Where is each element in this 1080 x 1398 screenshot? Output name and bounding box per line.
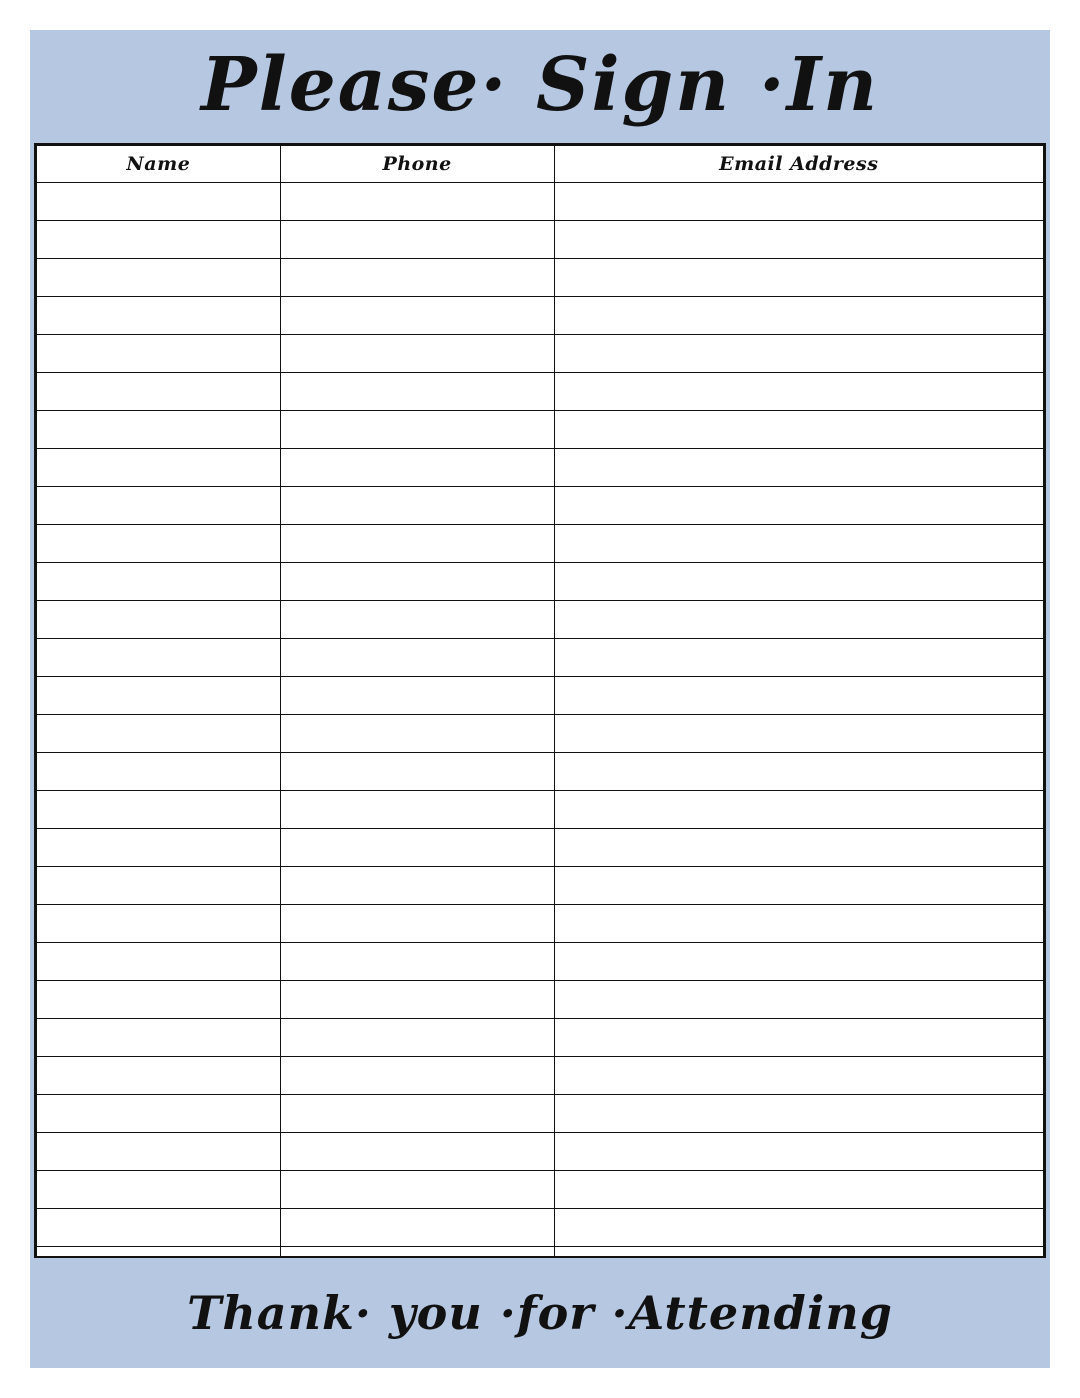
table-row — [37, 791, 1044, 829]
cell-name[interactable] — [37, 791, 281, 829]
cell-name[interactable] — [37, 1019, 281, 1057]
footer-message: Thank· you ·for ·Attending — [187, 1286, 893, 1340]
cell-name[interactable] — [37, 601, 281, 639]
table-row — [37, 525, 1044, 563]
cell-email[interactable] — [554, 1095, 1043, 1133]
cell-name[interactable] — [37, 563, 281, 601]
cell-phone[interactable] — [280, 1019, 554, 1057]
table-row — [37, 943, 1044, 981]
table-header — [37, 146, 1044, 183]
cell-phone[interactable] — [280, 525, 554, 563]
cell-phone[interactable] — [280, 335, 554, 373]
cell-name[interactable] — [37, 297, 281, 335]
table-row — [37, 905, 1044, 943]
cell-email[interactable] — [554, 981, 1043, 1019]
cell-email[interactable] — [554, 1057, 1043, 1095]
column-header-name: Name — [37, 146, 281, 183]
cell-email[interactable] — [554, 791, 1043, 829]
cell-email[interactable] — [554, 867, 1043, 905]
cell-phone[interactable] — [280, 1209, 554, 1247]
cell-email[interactable] — [554, 221, 1043, 259]
page-title: Please· Sign ·In — [200, 42, 880, 128]
column-header-email: Email Address — [554, 146, 1043, 183]
cell-email[interactable] — [554, 943, 1043, 981]
cell-email[interactable] — [554, 411, 1043, 449]
cell-email[interactable] — [554, 905, 1043, 943]
table-row — [37, 829, 1044, 867]
cell-phone[interactable] — [280, 601, 554, 639]
table-row — [37, 563, 1044, 601]
cell-name[interactable] — [37, 335, 281, 373]
cell-name[interactable] — [37, 411, 281, 449]
cell-name[interactable] — [37, 829, 281, 867]
title-band — [30, 30, 1050, 140]
table-row — [37, 221, 1044, 259]
cell-phone[interactable] — [280, 867, 554, 905]
cell-phone[interactable] — [280, 1095, 554, 1133]
cell-name[interactable] — [37, 373, 281, 411]
cell-name[interactable] — [37, 1171, 281, 1209]
cell-name[interactable] — [37, 981, 281, 1019]
cell-email[interactable] — [554, 601, 1043, 639]
cell-phone[interactable] — [280, 829, 554, 867]
cell-email[interactable] — [554, 335, 1043, 373]
cell-phone[interactable] — [280, 373, 554, 411]
cell-name[interactable] — [37, 1095, 281, 1133]
cell-name[interactable] — [37, 639, 281, 677]
cell-phone[interactable] — [280, 715, 554, 753]
cell-phone[interactable] — [280, 449, 554, 487]
cell-phone[interactable] — [280, 487, 554, 525]
cell-email[interactable] — [554, 449, 1043, 487]
table-row — [37, 715, 1044, 753]
cell-email[interactable] — [554, 373, 1043, 411]
cell-phone[interactable] — [280, 677, 554, 715]
cell-name[interactable] — [37, 1209, 281, 1247]
cell-name[interactable] — [37, 677, 281, 715]
table-row — [37, 601, 1044, 639]
table-row — [37, 1171, 1044, 1209]
cell-email[interactable] — [554, 259, 1043, 297]
cell-name[interactable] — [37, 183, 281, 221]
table-row — [37, 1019, 1044, 1057]
cell-email[interactable] — [554, 1133, 1043, 1171]
table-row — [37, 373, 1044, 411]
footer-band — [30, 1258, 1050, 1368]
table-row — [37, 297, 1044, 335]
cell-name[interactable] — [37, 753, 281, 791]
cell-phone[interactable] — [280, 411, 554, 449]
cell-phone[interactable] — [280, 943, 554, 981]
cell-phone[interactable] — [280, 753, 554, 791]
table-row — [37, 867, 1044, 905]
cell-email[interactable] — [554, 829, 1043, 867]
cell-phone[interactable] — [280, 791, 554, 829]
sign-in-table-container — [34, 143, 1046, 1258]
cell-phone[interactable] — [280, 563, 554, 601]
cell-phone[interactable] — [280, 221, 554, 259]
cell-email[interactable] — [554, 639, 1043, 677]
table-row — [37, 411, 1044, 449]
cell-email[interactable] — [554, 677, 1043, 715]
sign-in-sheet — [30, 30, 1050, 1368]
table-row — [37, 1057, 1044, 1095]
cell-phone[interactable] — [280, 259, 554, 297]
table-header-row — [37, 146, 1044, 183]
cell-email[interactable] — [554, 525, 1043, 563]
cell-email[interactable] — [554, 753, 1043, 791]
table-row — [37, 677, 1044, 715]
table-row — [37, 449, 1044, 487]
sign-in-table — [36, 145, 1044, 1285]
cell-phone[interactable] — [280, 297, 554, 335]
table-row — [37, 1133, 1044, 1171]
cell-email[interactable] — [554, 183, 1043, 221]
cell-name[interactable] — [37, 449, 281, 487]
cell-email[interactable] — [554, 715, 1043, 753]
cell-name[interactable] — [37, 525, 281, 563]
column-header-phone: Phone — [280, 146, 554, 183]
cell-name[interactable] — [37, 487, 281, 525]
cell-email[interactable] — [554, 563, 1043, 601]
table-row — [37, 981, 1044, 1019]
cell-email[interactable] — [554, 297, 1043, 335]
cell-email[interactable] — [554, 1209, 1043, 1247]
table-row — [37, 487, 1044, 525]
cell-name[interactable] — [37, 905, 281, 943]
table-row — [37, 753, 1044, 791]
table-row — [37, 639, 1044, 677]
cell-name[interactable] — [37, 943, 281, 981]
cell-phone[interactable] — [280, 639, 554, 677]
cell-email[interactable] — [554, 487, 1043, 525]
table-row — [37, 183, 1044, 221]
cell-name[interactable] — [37, 867, 281, 905]
cell-name[interactable] — [37, 259, 281, 297]
table-body — [37, 183, 1044, 1285]
cell-name[interactable] — [37, 221, 281, 259]
cell-phone[interactable] — [280, 1057, 554, 1095]
cell-name[interactable] — [37, 1133, 281, 1171]
cell-email[interactable] — [554, 1171, 1043, 1209]
table-row — [37, 259, 1044, 297]
cell-phone[interactable] — [280, 1133, 554, 1171]
cell-email[interactable] — [554, 1019, 1043, 1057]
table-row — [37, 335, 1044, 373]
cell-phone[interactable] — [280, 1171, 554, 1209]
cell-name[interactable] — [37, 1057, 281, 1095]
cell-name[interactable] — [37, 715, 281, 753]
table-row — [37, 1095, 1044, 1133]
cell-phone[interactable] — [280, 183, 554, 221]
cell-phone[interactable] — [280, 981, 554, 1019]
table-row — [37, 1209, 1044, 1247]
cell-phone[interactable] — [280, 905, 554, 943]
